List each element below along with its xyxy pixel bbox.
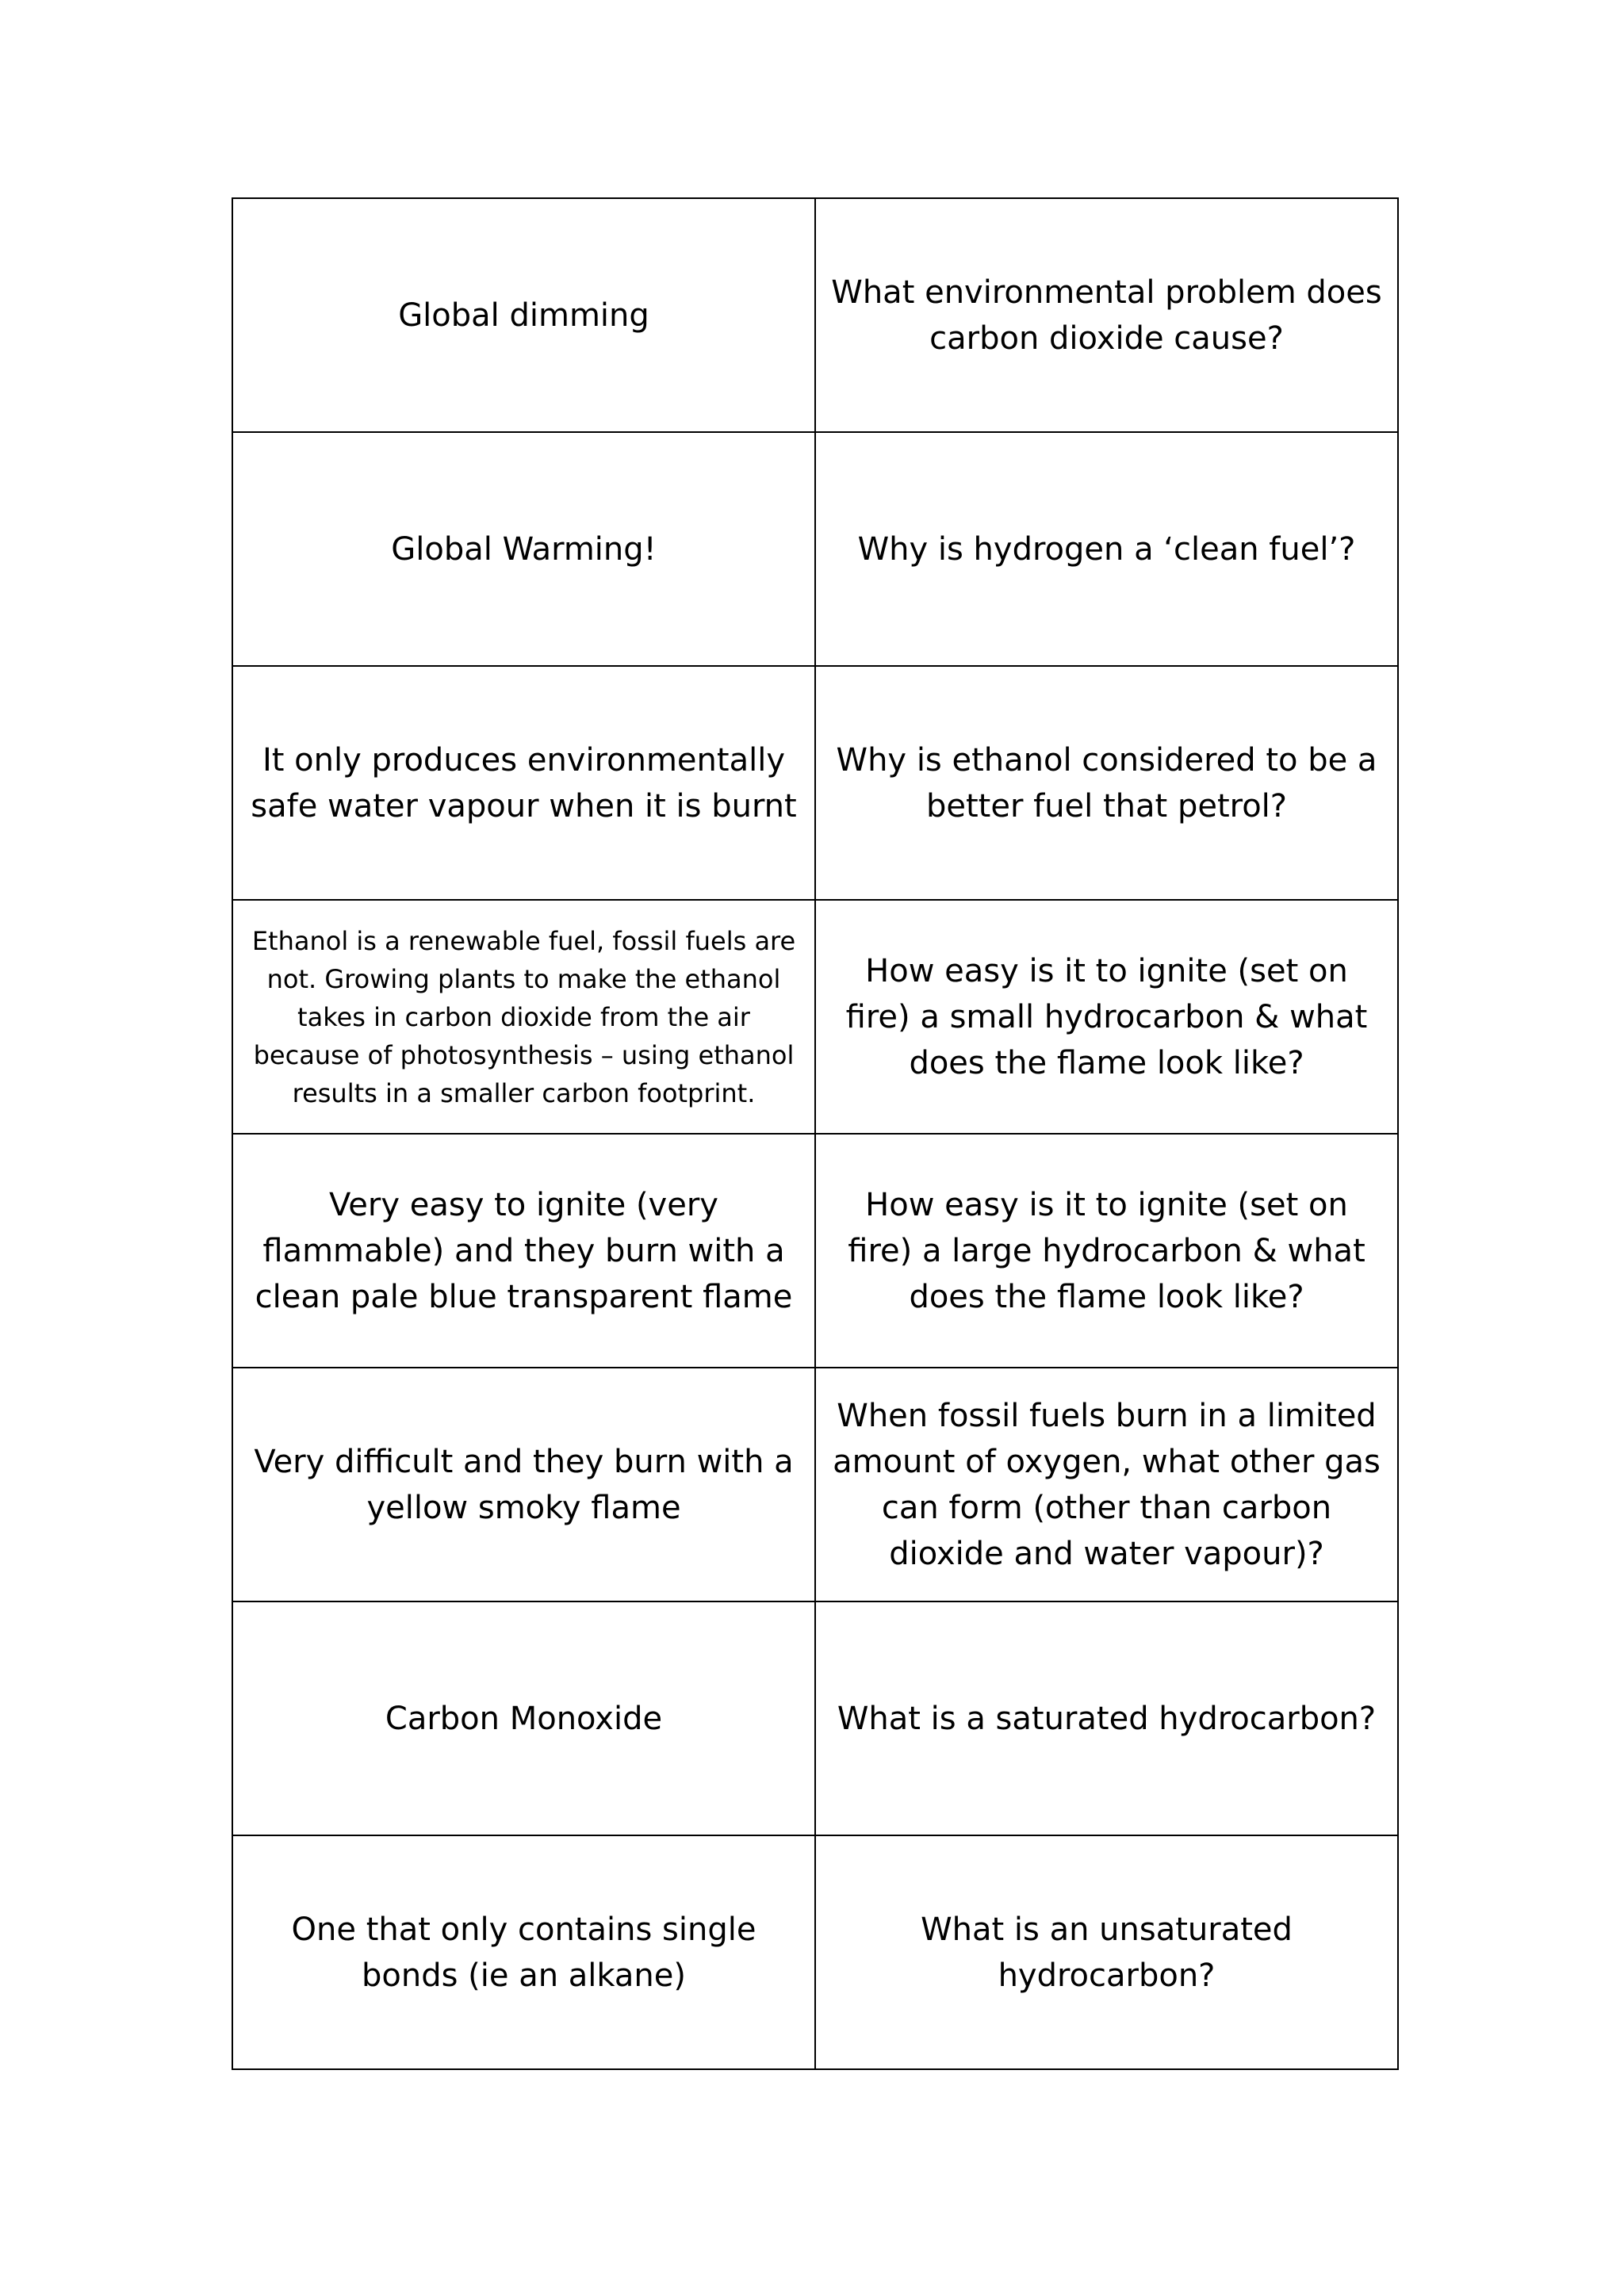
- card-question-cell: [816, 199, 1399, 433]
- card-question-text: Why is hydrogen a ‘clean fuel’?: [857, 530, 1356, 568]
- card-answer-text: Global Warming!: [391, 530, 657, 568]
- card-question-text: What is a saturated hydrocarbon?: [837, 1700, 1377, 1737]
- card-answer-text: Very difficult and they burn with a yellow smoky flame: [254, 1443, 794, 1526]
- card-question-text: What environmental problem does carbon dioxide cause?: [831, 274, 1382, 357]
- card-answer-text: Very easy to ignite (very flammable) and they burn with a clean pale blue transparent flame: [255, 1186, 793, 1315]
- card-question-text: Why is ethanol considered to be a better fuel that petrol?: [836, 741, 1377, 825]
- card-answer-cell: [233, 433, 816, 667]
- card-question-cell: [816, 667, 1399, 901]
- card-answer-text: It only produces environmentally safe water vapour when it is burnt: [251, 741, 797, 825]
- card-answer-text: Global dimming: [398, 297, 649, 334]
- card-question-cell: [816, 1135, 1399, 1368]
- card-question-cell: [816, 1602, 1399, 1836]
- card-answer-text: Carbon Monoxide: [385, 1700, 663, 1737]
- card-question-cell: [816, 1836, 1399, 2070]
- card-answer-cell: [233, 901, 816, 1135]
- card-question-text: How easy is it to ignite (set on fire) a small hydrocarbon & what does the flame look like?: [845, 952, 1368, 1081]
- card-question-cell: [816, 1368, 1399, 1602]
- card-answer-cell: [233, 1368, 816, 1602]
- card-answer-text: Ethanol is a renewable fuel, fossil fuels are not. Growing plants to make the ethanol takes in carbon dioxide from the air because of photosynthesis – using ethanol results in a smaller carbon footprint.: [251, 925, 796, 1108]
- card-question-text: When fossil fuels burn in a limited amount of oxygen, what other gas can form (other than carbon dioxide and water vapour)?: [833, 1397, 1381, 1572]
- card-answer-cell: [233, 199, 816, 433]
- card-grid: [232, 197, 1399, 2070]
- card-question-text: What is an unsaturated hydrocarbon?: [921, 1911, 1293, 1994]
- card-answer-cell: [233, 1836, 816, 2070]
- card-answer-cell: [233, 667, 816, 901]
- card-answer-cell: [233, 1602, 816, 1836]
- card-question-text: How easy is it to ignite (set on fire) a large hydrocarbon & what does the flame look like?: [848, 1186, 1365, 1315]
- card-question-cell: [816, 901, 1399, 1135]
- card-question-cell: [816, 433, 1399, 667]
- card-answer-text: One that only contains single bonds (ie an alkane): [291, 1911, 756, 1994]
- card-answer-cell: [233, 1135, 816, 1368]
